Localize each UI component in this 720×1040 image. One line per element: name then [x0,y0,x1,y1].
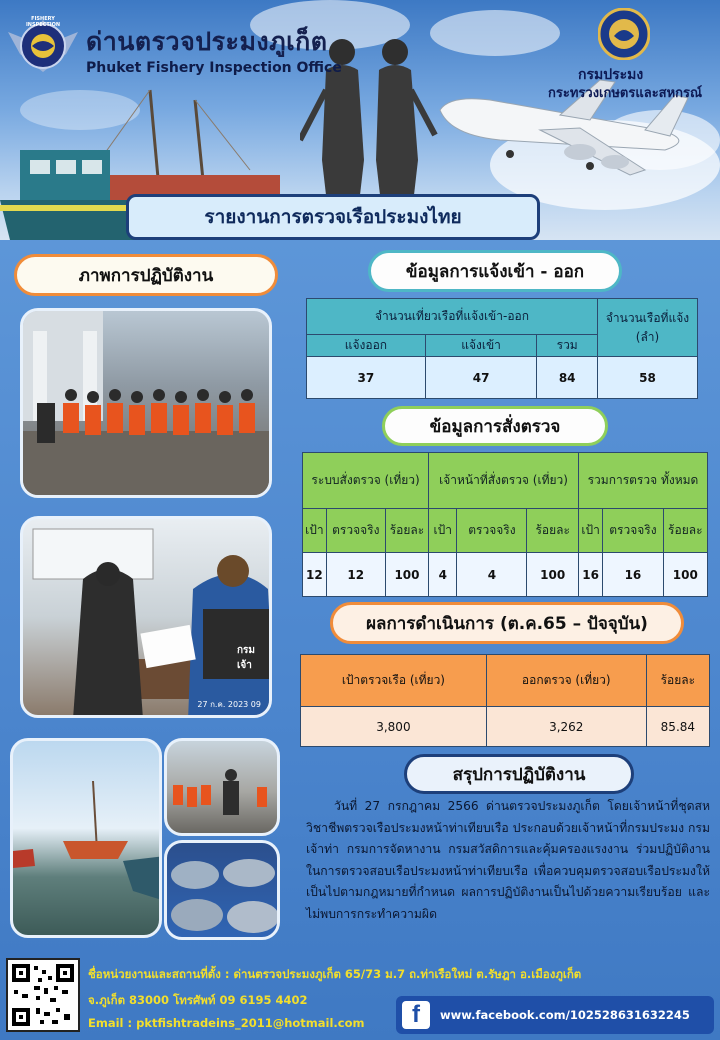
photo-timestamp: 27 ก.ค. 2023 09 [197,700,261,709]
vest-text: กรมเจ้า [237,645,256,671]
ministry-name: กระทรวงเกษตรและสหกรณ์ [548,86,703,101]
notify-heading: ข้อมูลการแจ้งเข้า - ออก [368,250,622,292]
h-actual: ตรวจจริง [603,509,663,553]
facebook-url: www.facebook.com/102528631632245 [440,1008,690,1022]
order-value: 100 [527,553,578,597]
result-col-percent: ร้อยละ [646,655,709,707]
result-col-inspected: ออกตรวจ (เที่ยว) [486,655,646,707]
h-actual: ตรวจจริง [326,509,385,553]
result-inspected: 3,262 [486,707,646,747]
result-target: 3,800 [301,707,487,747]
h-target: เป้า [303,509,327,553]
badge-text: FISHERY INSPECTION [25,16,61,28]
facebook-link[interactable] [396,996,714,1034]
result-heading: ผลการดำเนินการ (ต.ค.65 – ปัจจุบัน) [330,602,684,644]
h-percent: ร้อยละ [663,509,707,553]
office-name-thai: ด่านตรวจประมงภูเก็ต [86,27,328,56]
order-value: 4 [457,553,527,597]
fishery-inspection-badge [8,10,78,76]
h-percent: ร้อยละ [527,509,578,553]
value-out: 37 [307,357,426,399]
group-total: รวมการตรวจ ทั้งหมด [578,453,707,509]
summary-heading: สรุปการปฏิบัติงาน [404,754,634,794]
header-total: รวม [537,335,598,357]
photo-crew-dock [164,738,280,836]
h-percent: ร้อยละ [385,509,428,553]
header-in: แจ้งเข้า [425,335,537,357]
order-value: 4 [429,553,457,597]
order-value: 16 [603,553,663,597]
report-title: รายงานการตรวจเรือประมงไทย [126,194,540,240]
order-heading: ข้อมูลการสั่งตรวจ [382,406,608,446]
qr-code [6,958,80,1032]
value-total: 84 [537,357,598,399]
photo-fish-baskets [164,840,280,940]
photos-heading: ภาพการปฏิบัติงาน [14,254,278,296]
order-table [302,452,708,597]
header-out: แจ้งออก [307,335,426,357]
department-name: กรมประมง [578,67,644,83]
group-system: ระบบสั่งตรวจ (เที่ยว) [303,453,429,509]
photo-harbor-boats [10,738,162,938]
result-col-target: เป้าตรวจเรือ (เที่ยว) [301,655,487,707]
value-in: 47 [425,357,537,399]
office-name-english: Phuket Fishery Inspection Office [86,60,342,76]
email-text[interactable]: Email : pktfishtradeins_2011@hotmail.com [88,1016,365,1030]
order-value: 100 [385,553,428,597]
value-vessels: 58 [598,357,698,399]
address-line-2: จ.ภูเก็ต 83000 โทรศัพท์ 09 6195 4402 [88,993,308,1007]
notify-table [306,298,698,399]
header-vessels: จำนวนเรือที่แจ้ง (ลำ) [598,299,698,357]
result-table [300,654,710,747]
photo-document-signing [20,516,272,718]
h-actual: ตรวจจริง [457,509,527,553]
h-target: เป้า [578,509,602,553]
order-value: 12 [303,553,327,597]
order-value: 16 [578,553,602,597]
h-target: เป้า [429,509,457,553]
order-value: 100 [663,553,707,597]
photo-team-group [20,308,272,498]
header-trips: จำนวนเที่ยวเรือที่แจ้งเข้า-ออก [307,299,598,335]
group-officer: เจ้าหน้าที่สั่งตรวจ (เที่ยว) [429,453,579,509]
address-line-1: ชื่อหน่วยงานและสถานที่ตั้ง : ด่านตรวจประมงภูเก็ต 65/73 ม.7 ถ.ท่าเรือใหม่ ต.รัษฎา อ.เมืองภูเก็ต [88,967,582,981]
facebook-icon: f [402,1001,430,1029]
department-seal [598,8,650,60]
summary-text: วันที่ 27 กรกฎาคม 2566 ด่านตรวจประมงภูเก็ต โดยเจ้าหน้าที่ชุดสหวิชาชีพตรวจเรือประมงหน้าท่าเทียบเรือ ประกอบด้วยเจ้าหน้าที่กรมประมง กรมเจ้าท่า กรมการจัดหางาน กรมสวัสดิการและคุ้มครองแรงงาน ร่วมปฏิบัติงานในการตรวจสอบเรือประมงหน้าท่าเทียบเรือ เพื่อควบคุมตรวจสอบเรือประมงให้เป็นไปตามกฎหมายที่กำหนด ผลการปฏิบัติงานเป็นไปด้วยความเรียบร้อย และไม่พบการกระทำความผิด [306,799,710,921]
order-value: 12 [326,553,385,597]
result-percent: 85.84 [646,707,709,747]
